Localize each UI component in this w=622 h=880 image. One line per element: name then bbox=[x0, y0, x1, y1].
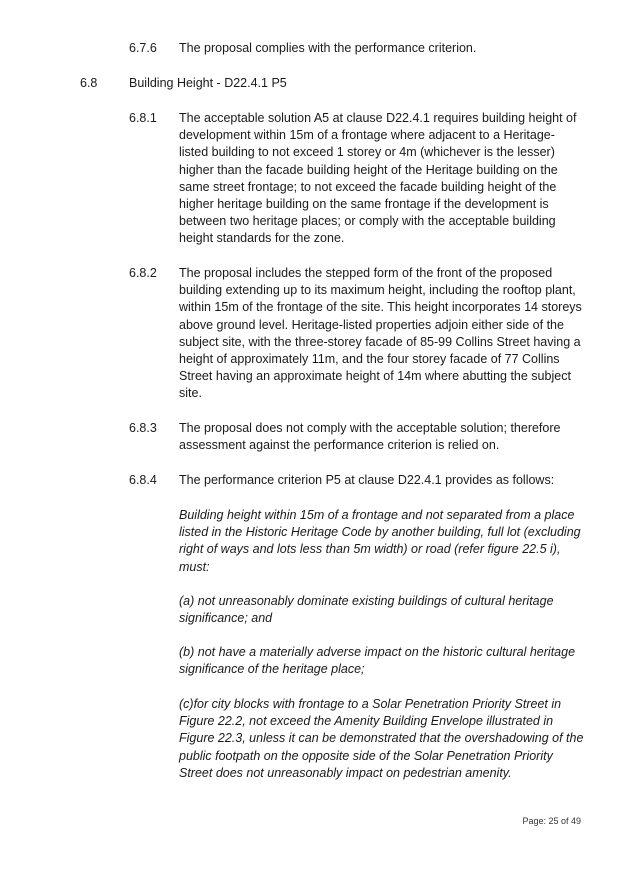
section-title: Building Height - D22.4.1 P5 bbox=[129, 76, 287, 90]
para-number: 6.8.2 bbox=[129, 266, 157, 280]
page-number: Page: 25 of 49 bbox=[522, 816, 581, 826]
para-body: The proposal does not comply with the acceptable solution; therefore assessment against the performance criterion is relied on. bbox=[179, 421, 561, 453]
para-body: The acceptable solution A5 at clause D22.4.1 requires building height of development within 15m of a frontage where adjacent to a Heritage-listed building to not exceed 1 storey or 4m (whichever is the lesser) higher than the facade building height of the Heritage building on the same street frontage; to not exceed the facade building height of the higher heritage building on the same frontage if the development is between two heritage places; or comply with the acceptable building height standards for the zone. bbox=[179, 111, 577, 246]
quote-paragraph: (b) not have a materially adverse impact on the historic cultural heritage significance of the heritage place; bbox=[179, 645, 576, 677]
para-text bbox=[179, 420, 584, 454]
para-number: 6.8.1 bbox=[129, 111, 157, 125]
quote-paragraph: (c)for city blocks with frontage to a Solar Penetration Priority Street in Figure 22.2, not exceed the Amenity Building Envelope illustrated in Figure 22.3, unless it can be demonstrated that the overshadowing of the public footpath on the opposite side of the Solar Penetration Priority Street does not unreasonably impact on pedestrian amenity. bbox=[179, 697, 584, 780]
para-body: The proposal includes the stepped form of the front of the proposed building extending up to its maximum height, including the rooftop plant, within 15m of the frontage of the site. This height incorporates 14 storeys above ground level. Heritage-listed properties adjoin either side of the subject site, with the three-storey facade of 85-99 Collins Street having a height of approximately 11m, and the four storey facade of 77 Collins Street having an approximate height of 14m where abutting the subject site. bbox=[179, 266, 582, 401]
para-number: 6.8.4 bbox=[129, 473, 157, 487]
para-number: 6.8.3 bbox=[129, 421, 157, 435]
section-number: 6.8 bbox=[80, 76, 98, 90]
quote-paragraph: (a) not unreasonably dominate existing buildings of cultural heritage significance; and bbox=[179, 594, 554, 626]
para-text bbox=[179, 265, 584, 403]
para-text bbox=[179, 110, 584, 248]
quote-paragraph: Building height within 15m of a frontage and not separated from a place listed in the Historic Heritage Code by another building, full lot (excluding right of ways and lots less than 5m width) or road (refer figure 22.5 i), must: bbox=[179, 508, 581, 574]
para-text: The performance criterion P5 at clause D22.4.1 provides as follows: bbox=[179, 473, 555, 487]
item-number: 6.7.6 bbox=[129, 41, 157, 55]
item-text: The proposal complies with the performance criterion. bbox=[179, 41, 477, 55]
